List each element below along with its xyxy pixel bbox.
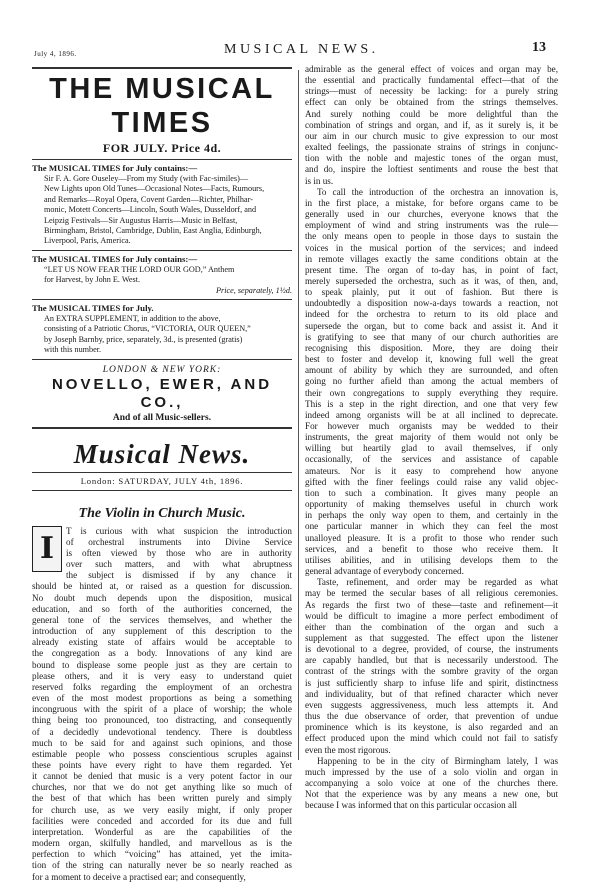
- page-header: [34, 40, 546, 64]
- article-line: indeed for the orchestra to return to its old place and: [305, 309, 558, 320]
- article-body-left: [32, 526, 292, 883]
- advert-block-heading: The MUSICAL TIMES for July contains:—: [32, 253, 198, 264]
- article-line: even suggests aggressiveness, much less attempts it. And: [305, 699, 558, 710]
- article-line: merely superseded the orchestra, such as it was, of then, and,: [305, 275, 558, 286]
- article-line: indeed among organists will be at all inclined to deprecate.: [305, 409, 558, 420]
- article-line: occasionally, of the services and assistance of capable: [305, 454, 558, 465]
- article-line: interpretation. Wonderful as are the capabilities of the: [32, 826, 292, 837]
- article-body-right: [305, 64, 558, 811]
- article-line: the best of that which has been written purely and simply: [32, 793, 292, 804]
- article-line: in perhaps the only way open to them, and certainly in the: [305, 510, 558, 521]
- article-line: recognising this disposition. More, they are doing their: [305, 342, 558, 353]
- article-line: amateurs. Nor is it easy to comprehend how anyone: [305, 465, 558, 476]
- article-line: please others, and it is very easy to understand quiet: [32, 670, 292, 681]
- article-line: tion with the noble and majestic tones of the organ must,: [305, 153, 558, 164]
- article-line: these points have every right to have them regarded. Yet: [32, 759, 292, 770]
- article-line: are capably handled, but that is necessarily understood. The: [305, 655, 558, 666]
- advert-block-line: and Remarks—Royal Opera, Covent Garden—Richter, Philhar-: [44, 194, 253, 204]
- advert-block-line: monic, Motett Concerts—Lincoln, South Wales, Dusseldorf, and: [44, 205, 257, 215]
- article-line: for church use, as we very easily might, if only proper: [32, 804, 292, 815]
- article-line: prominence which is its keystone, is also regarded and an: [305, 722, 558, 733]
- article-line: and individuality, but of that refined character which never: [305, 688, 558, 699]
- article-line: And surely nothing could be more delightful than the: [305, 108, 558, 119]
- article-line: much impressed by the use of a solo violin and organ in: [305, 766, 558, 777]
- article-line: is devotional to a degree, provided, of course, the instruments: [305, 644, 558, 655]
- divider: [32, 67, 292, 69]
- article-line: the subject is dismissed if by any chance it: [66, 570, 292, 581]
- article-line: is just sufficiently sharp to infuse life and spirit, distinctness: [305, 677, 558, 688]
- article-line: of orchestral instruments into Divine Service: [66, 536, 292, 547]
- article-line: T is curious with what suspicion the introduction: [66, 525, 292, 536]
- article-line: services, and a benefit to those who receive them. It: [305, 543, 558, 554]
- article-line: voices in the musical portion of the services; and indeed: [305, 242, 558, 253]
- article-line: willing but heartily glad to avail themselves, if only: [305, 443, 558, 454]
- advert-block-line: consisting of a Patriotic Chorus, “VICTORIA, OUR QUEEN,”: [44, 324, 251, 334]
- advert-blocks: [32, 163, 292, 360]
- article-line: in the first place, a mistake, for before organs came to be: [305, 197, 558, 208]
- article-line: facilities were conceded and accorded for its due and full: [32, 815, 292, 826]
- article-line: reserved folks regarding the employment of an orchestra: [32, 681, 292, 692]
- article-line: even the most rigorous.: [305, 744, 391, 755]
- advert-block-line: New Lights upon Old Tunes—Occasional Notes—Facts, Rumours,: [44, 184, 265, 194]
- advert-block-line: for Harvest, by John E. West.: [44, 275, 141, 285]
- article-line: unalloyed pleasure. It is a profit to those who render such: [305, 532, 558, 543]
- article-line: it cannot be denied that music is a very potent factor in our: [32, 771, 292, 782]
- article-line: thus the due observance of order, that prevention of undue: [305, 711, 558, 722]
- article-line: instruments, the great majority of them would not only be: [305, 432, 558, 443]
- article-line: much to be said for and against such opinions, and those: [32, 737, 292, 748]
- article-line: education, and so forth of the authorities concerned, the: [32, 603, 292, 614]
- page-number: 13: [532, 40, 546, 55]
- article-line: Not that the experience was by any means a new one, but: [305, 789, 558, 800]
- article-line: over such matters, and with what abruptness: [66, 559, 292, 570]
- article-line: their own congregations to supply everything they require.: [305, 387, 558, 398]
- advert-block-price: Price, separately, 1½d.: [216, 285, 292, 295]
- article-line: This is a step in the right direction, and one that very few: [305, 398, 558, 409]
- publisher-name: NOVELLO, EWER, AND CO.,: [51, 375, 273, 411]
- article-line: exalted feelings, the passionate strains of strings in conjunc-: [305, 142, 558, 153]
- advert-block-line: Leipzig Festivals—Sir Augustus Harris—Music in Belfast,: [44, 215, 238, 225]
- article-line: bound to displease some people just as they are certain to: [32, 659, 292, 670]
- article-line: of a decidedly undevotional tendency. There is doubtless: [32, 726, 292, 737]
- article-line: gifted with the finer feelings could raise any valid objec-: [305, 476, 558, 487]
- article-line: Taste, refinement, and order may be regarded as what: [317, 577, 558, 588]
- divider: [32, 472, 292, 473]
- article-line: in remote villages exactly the same conditions obtain at the: [305, 253, 558, 264]
- article-line: thing being too pronounced, too distracting, and consequently: [32, 715, 292, 726]
- article-line: one particular manner in which they can feel the most: [305, 521, 558, 532]
- article-line: for a moment to deceive a practised ear; and consequently,: [32, 871, 246, 882]
- divider: [32, 427, 292, 429]
- article-line: combination of strings and organ, and if, as it surely is, it be: [305, 119, 558, 130]
- divider: [32, 299, 292, 300]
- article-line: may be termed the secular bases of all religious ceremonies.: [305, 588, 558, 599]
- advert-block-line: Birmingham, Bristol, Cambridge, Dublin, East Anglia, Edinburgh,: [44, 226, 262, 236]
- article-line: accompanying a solo voice at one of the churches there.: [305, 778, 558, 788]
- article-title: The Violin in Church Music.: [78, 505, 246, 521]
- header-date: July 4, 1896.: [34, 50, 77, 58]
- divider: [32, 359, 292, 360]
- advert-block-line: with this number.: [44, 345, 102, 355]
- advert-block-line: Sir F. A. Gore Ouseley—From my Study (with Fac-similes)—: [44, 174, 249, 183]
- advert-block-line: An EXTRA SUPPLEMENT, in addition to the above,: [44, 314, 221, 324]
- publisher-city: LONDON & NEW YORK:: [102, 364, 222, 375]
- article-line: effect can only be obtained from the strings themselves.: [305, 97, 558, 108]
- article-line: should be hinted at, or raised as a question for discussion.: [32, 581, 292, 592]
- article-line: our aim in our church music to give expression to our most: [305, 130, 558, 141]
- article-line: already existing state of affairs would be acceptable to: [32, 637, 292, 648]
- article-line: As regards the first two of these—taste and refinement—it: [305, 599, 558, 610]
- article-line: amount of ability by which they are surrounded, and often: [305, 365, 558, 376]
- article-line: strings—must of necessity be lacking: for a purely string: [305, 86, 558, 97]
- advert-block-heading: The MUSICAL TIMES for July contains:—: [32, 163, 198, 173]
- article-line: effect produced upon the mind which could not fail to satisfy: [305, 733, 558, 744]
- article-line: generally used in our churches, everyone knows that the: [305, 209, 558, 220]
- article-line: and do, inspire the loftiest sentiments and rouse the best that: [305, 164, 558, 175]
- masthead-title: Musical News.: [73, 438, 251, 469]
- advert-title: THE MUSICAL TIMES: [49, 73, 275, 139]
- publisher-tag: And of all Music-sellers.: [112, 412, 212, 423]
- masthead-dateline: London: SATURDAY, JULY 4th, 1896.: [80, 475, 244, 486]
- advert-block-line: Liverpool, Paris, America.: [44, 236, 131, 246]
- article-line: going no further afield than among the actual members of: [305, 376, 558, 387]
- article-line: utilises abilities, and in utilising develops them to the: [305, 554, 558, 565]
- article-line: employment of wind and string instruments was the rule—: [305, 220, 558, 231]
- article-line: supersede the organ, but to come back and assist it. And it: [305, 320, 558, 331]
- article-line: general tone of the services themselves, and whether the: [32, 614, 292, 625]
- article-line: To call the introduction of the orchestra an innovation is,: [317, 186, 558, 197]
- article-line: admirable as the general effect of voices and organ may be,: [305, 64, 558, 74]
- article-line: incongruous with the spirit of a place of worship; the whole: [32, 704, 292, 715]
- divider: [32, 490, 292, 491]
- article-line: Happening to be in the city of Birmingham lately, I was: [317, 755, 558, 766]
- advert-block-line: “LET US NOW FEAR THE LORD OUR GOD,” Anthem: [44, 264, 235, 274]
- header-title: MUSICAL NEWS.: [224, 42, 379, 57]
- article-line: best to foster and develop it, knowing full well the great: [305, 354, 558, 365]
- article-line: For however much organists may be wedded to their: [305, 421, 558, 431]
- article-line: to speak plainly, put it out of fashion. But there is: [305, 287, 558, 298]
- article-line: undoubtedly a disposition now-a-days towards a reaction, not: [305, 298, 558, 309]
- article-line: because I was informed that on this particular occasion all: [305, 800, 518, 811]
- article-line: contrast of the strings with the sombre gravity of the organ: [305, 666, 558, 677]
- column-divider: [298, 70, 299, 760]
- article-line: supplement as that suggested. The effect upon the listener: [305, 632, 558, 643]
- article-line: the essential and practically fundamental effect—that of the: [305, 75, 558, 86]
- article-line: either than the combination of the organ and such a: [305, 621, 558, 632]
- article-line: No doubt much depends upon the disposition, musical: [32, 592, 292, 603]
- article-line: is gratifying to see that many of our church authorities are: [305, 331, 558, 342]
- article-line: churches, nor that we do not get anything like so much of: [32, 782, 292, 793]
- article-line: perfection to which “voicing” has attained, yet the imita-: [32, 849, 292, 860]
- article-line: modern organ, skilfully handled, and marvellous as is the: [32, 838, 292, 849]
- article-line: introduction of any supplement of this description to the: [32, 626, 292, 637]
- article-line: the only means open to people in those days to sustain the: [305, 231, 558, 242]
- article-line: is often viewed by those who are in authority: [66, 548, 292, 558]
- advert-block-line: by Joseph Barnby, price, separately, 3d., is presented (gratis): [44, 334, 243, 344]
- right-column: [305, 64, 558, 811]
- article-line: is in us.: [305, 175, 334, 186]
- advert-subtitle: FOR JULY. Price 4d.: [102, 141, 222, 155]
- article-line: even of the most modest proportions as being a something: [32, 693, 292, 704]
- advert-block-heading: The MUSICAL TIMES for July.: [32, 303, 154, 314]
- article-line: would be difficult to imagine a more perfect embodiment of: [305, 610, 558, 621]
- article-line: estimable people who possess conscientious scruples against: [32, 748, 292, 759]
- article-line: tion to such a combination. It gives many people an: [305, 487, 558, 498]
- divider: [32, 250, 292, 251]
- article-line: tion of the string can naturally never be so nearly reached as: [32, 860, 292, 871]
- divider: [32, 159, 292, 160]
- article-line: general advantage of everybody concerned.: [305, 566, 464, 577]
- article-line: present time. The organ of to-day has, in point of fact,: [305, 264, 558, 275]
- article-line: opportunity of making themselves useful in church work: [305, 499, 558, 510]
- drop-cap: I: [32, 526, 62, 572]
- article-line: the congregation as a body. Innovations of any kind are: [32, 648, 292, 659]
